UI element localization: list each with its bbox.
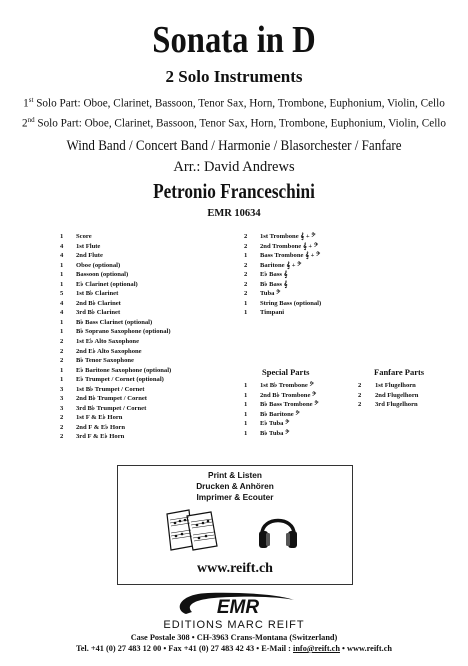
publisher-contact: Tel. +41 (0) 27 483 12 00 • Fax +41 (0) 27 483 42 43 • E-Mail : info@reift.ch • www.reift.ch bbox=[75, 644, 393, 653]
part-row bbox=[358, 391, 458, 401]
part-name: Baritone 𝄞 + 𝄢 bbox=[260, 261, 302, 269]
part-row bbox=[60, 308, 260, 318]
parts-list-left bbox=[60, 232, 260, 442]
print-listen-en: Print & Listen bbox=[208, 470, 262, 480]
part-name: E♭ Bass 𝄞 bbox=[260, 271, 288, 279]
part-name: B♭ Soprano Saxophone (optional) bbox=[76, 328, 171, 336]
part-row bbox=[60, 413, 260, 423]
part-quantity: 1 bbox=[60, 376, 64, 384]
part-quantity: 2 bbox=[358, 391, 362, 399]
part-quantity: 2 bbox=[60, 338, 64, 346]
part-name: 3rd B♭ Clarinet bbox=[76, 309, 121, 317]
part-quantity: 2 bbox=[244, 233, 248, 240]
part-quantity: 4 bbox=[60, 242, 64, 250]
headphones-icon bbox=[256, 506, 300, 552]
publisher-address: Case Postale 308 • CH-3963 Crans-Montana (Switzerland) bbox=[130, 633, 338, 642]
part-name: E♭ Trumpet / Cornet (optional) bbox=[76, 376, 164, 384]
part-name: E♭ Baritone Saxophone (optional) bbox=[76, 366, 172, 374]
part-row bbox=[60, 299, 260, 309]
catalog-number: EMR 10634 bbox=[207, 208, 261, 219]
part-row bbox=[244, 419, 384, 429]
part-row bbox=[244, 251, 384, 261]
sheet-music-icon bbox=[161, 506, 225, 554]
part-quantity: 1 bbox=[244, 382, 248, 389]
part-name: Bassoon (optional) bbox=[76, 271, 129, 279]
part-row bbox=[244, 410, 384, 420]
part-name: B♭ Tuba 𝄢 bbox=[260, 429, 290, 437]
part-row bbox=[60, 347, 260, 357]
part-row bbox=[60, 318, 260, 328]
part-quantity: 1 bbox=[244, 252, 248, 260]
part-name: 1st B♭ Trumpet / Cornet bbox=[76, 385, 145, 393]
email-link[interactable]: info@reift.ch bbox=[293, 644, 340, 653]
part-row bbox=[244, 289, 384, 299]
part-row bbox=[60, 366, 260, 376]
website-link[interactable]: www.reift.ch bbox=[197, 561, 273, 576]
part-name: 1st E♭ Alto Saxophone bbox=[76, 338, 140, 346]
part-name: 1st Flugelhorn bbox=[375, 382, 416, 389]
part-row bbox=[60, 242, 260, 252]
print-listen-de: Drucken & Anhören bbox=[196, 481, 274, 491]
part-quantity: 1 bbox=[244, 299, 248, 307]
part-quantity: 2 bbox=[60, 423, 64, 431]
part-name: Tuba 𝄢 bbox=[260, 290, 281, 298]
part-row bbox=[244, 232, 384, 242]
composer: Petronio Franceschini bbox=[153, 179, 315, 203]
part-name: Timpani bbox=[260, 309, 285, 317]
part-name: B♭ Baritone 𝄢 bbox=[260, 410, 300, 418]
part-row bbox=[60, 280, 260, 290]
part-name: B♭ Tenor Saxophone bbox=[76, 357, 134, 365]
second-solo-part: 2nd Solo Part: Oboe, Clarinet, Bassoon, Tenor Sax, Horn, Trombone, Euphonium, Violin, Cello bbox=[21, 116, 447, 130]
part-quantity: 2 bbox=[244, 290, 248, 298]
subtitle: 2 Solo Instruments bbox=[165, 67, 303, 86]
part-name: 2nd B♭ Trumpet / Cornet bbox=[76, 395, 148, 403]
part-row bbox=[60, 385, 260, 395]
part-row bbox=[244, 308, 384, 318]
ensemble-line: Wind Band / Concert Band / Harmonie / Blasorchester / Fanfare bbox=[66, 138, 402, 154]
part-quantity: 5 bbox=[60, 290, 64, 298]
arranger: Arr.: David Andrews bbox=[173, 159, 295, 175]
part-quantity: 3 bbox=[60, 385, 64, 393]
fanfare-parts-heading: Fanfare Parts bbox=[374, 367, 425, 377]
part-row bbox=[60, 270, 260, 280]
part-quantity: 1 bbox=[60, 261, 64, 269]
part-row bbox=[60, 423, 260, 433]
part-name: E♭ Clarinet (optional) bbox=[76, 280, 138, 288]
part-row bbox=[244, 261, 384, 271]
part-quantity: 2 bbox=[60, 357, 64, 365]
print-listen-box bbox=[117, 465, 353, 585]
part-row bbox=[60, 289, 260, 299]
part-row bbox=[60, 356, 260, 366]
part-name: 2nd B♭ Clarinet bbox=[76, 299, 121, 307]
part-quantity: 4 bbox=[60, 309, 64, 317]
part-name: 2nd Trombone 𝄞 + 𝄢 bbox=[260, 242, 319, 250]
special-parts-heading: Special Parts bbox=[262, 367, 310, 377]
part-quantity: 1 bbox=[60, 366, 64, 374]
part-quantity: 1 bbox=[244, 429, 248, 437]
part-quantity: 2 bbox=[358, 382, 362, 389]
part-row bbox=[358, 400, 458, 410]
part-quantity: 1 bbox=[60, 328, 64, 336]
part-row bbox=[60, 394, 260, 404]
part-row bbox=[244, 299, 384, 309]
part-quantity: 4 bbox=[60, 299, 64, 307]
part-row bbox=[60, 251, 260, 261]
part-quantity: 1 bbox=[60, 233, 64, 240]
part-quantity: 1 bbox=[244, 401, 248, 409]
part-quantity: 1 bbox=[244, 391, 248, 399]
parts-list-right bbox=[244, 232, 384, 318]
part-row bbox=[244, 270, 384, 280]
part-name: B♭ Bass 𝄞 bbox=[260, 280, 288, 288]
part-name: 3rd B♭ Trumpet / Cornet bbox=[76, 404, 147, 412]
part-row bbox=[60, 261, 260, 271]
emr-logo bbox=[168, 588, 304, 618]
part-name: 2nd F & E♭ Horn bbox=[76, 423, 126, 431]
part-name: Bass Trombone 𝄞 + 𝄢 bbox=[260, 252, 321, 260]
part-quantity: 1 bbox=[60, 280, 64, 288]
part-name: B♭ Bass Trombone 𝄢 bbox=[260, 401, 319, 409]
part-name: 2nd B♭ Trombone 𝄢 bbox=[260, 391, 317, 399]
publisher-name: EDITIONS MARC REIFT bbox=[163, 619, 305, 631]
part-name: 1st Flute bbox=[76, 242, 101, 250]
part-name: 3rd Flugelhorn bbox=[375, 401, 418, 409]
part-quantity: 2 bbox=[60, 347, 64, 355]
part-row bbox=[60, 327, 260, 337]
part-quantity: 1 bbox=[244, 410, 248, 418]
part-quantity: 2 bbox=[358, 401, 362, 409]
part-name: String Bass (optional) bbox=[260, 299, 322, 307]
part-row bbox=[60, 375, 260, 385]
part-name: 2nd Flugelhorn bbox=[375, 391, 419, 399]
part-row bbox=[358, 381, 458, 391]
part-name: 1st F & E♭ Horn bbox=[76, 414, 123, 422]
part-name: E♭ Tuba 𝄢 bbox=[260, 420, 290, 428]
part-quantity: 2 bbox=[60, 433, 64, 441]
part-name: 1st Trombone 𝄞 + 𝄢 bbox=[260, 233, 316, 240]
part-quantity: 3 bbox=[60, 404, 64, 412]
part-row bbox=[60, 337, 260, 347]
part-name: 2nd Flute bbox=[76, 252, 103, 260]
part-quantity: 1 bbox=[244, 420, 248, 428]
part-quantity: 1 bbox=[60, 271, 64, 279]
part-row bbox=[60, 232, 260, 242]
part-name: Score bbox=[76, 233, 92, 240]
part-quantity: 3 bbox=[60, 395, 64, 403]
logo-text: EMR bbox=[216, 597, 260, 618]
part-row bbox=[60, 404, 260, 414]
first-solo-part: 1st Solo Part: Oboe, Clarinet, Bassoon, Tenor Sax, Horn, Trombone, Euphonium, Violin, Cello bbox=[23, 96, 445, 110]
part-quantity: 2 bbox=[244, 271, 248, 279]
part-name: 3rd F & E♭ Horn bbox=[76, 433, 125, 441]
part-quantity: 2 bbox=[244, 280, 248, 288]
part-name: Oboe (optional) bbox=[76, 261, 121, 269]
page-title: Sonata in D bbox=[152, 19, 316, 61]
part-name: 2nd E♭ Alto Saxophone bbox=[76, 347, 142, 355]
part-row bbox=[244, 429, 384, 439]
part-row bbox=[244, 280, 384, 290]
part-quantity: 2 bbox=[244, 261, 248, 269]
part-quantity: 1 bbox=[244, 309, 248, 317]
print-listen-fr: Imprimer & Ecouter bbox=[196, 492, 274, 502]
part-quantity: 4 bbox=[60, 252, 64, 260]
part-name: B♭ Bass Clarinet (optional) bbox=[76, 318, 153, 326]
part-row bbox=[60, 432, 260, 442]
part-name: 1st B♭ Trombone 𝄢 bbox=[260, 382, 314, 389]
part-row bbox=[244, 242, 384, 252]
fanfare-parts-list bbox=[358, 381, 458, 410]
part-quantity: 1 bbox=[60, 318, 64, 326]
part-name: 1st B♭ Clarinet bbox=[76, 290, 119, 298]
part-quantity: 2 bbox=[244, 242, 248, 250]
part-quantity: 2 bbox=[60, 414, 64, 422]
